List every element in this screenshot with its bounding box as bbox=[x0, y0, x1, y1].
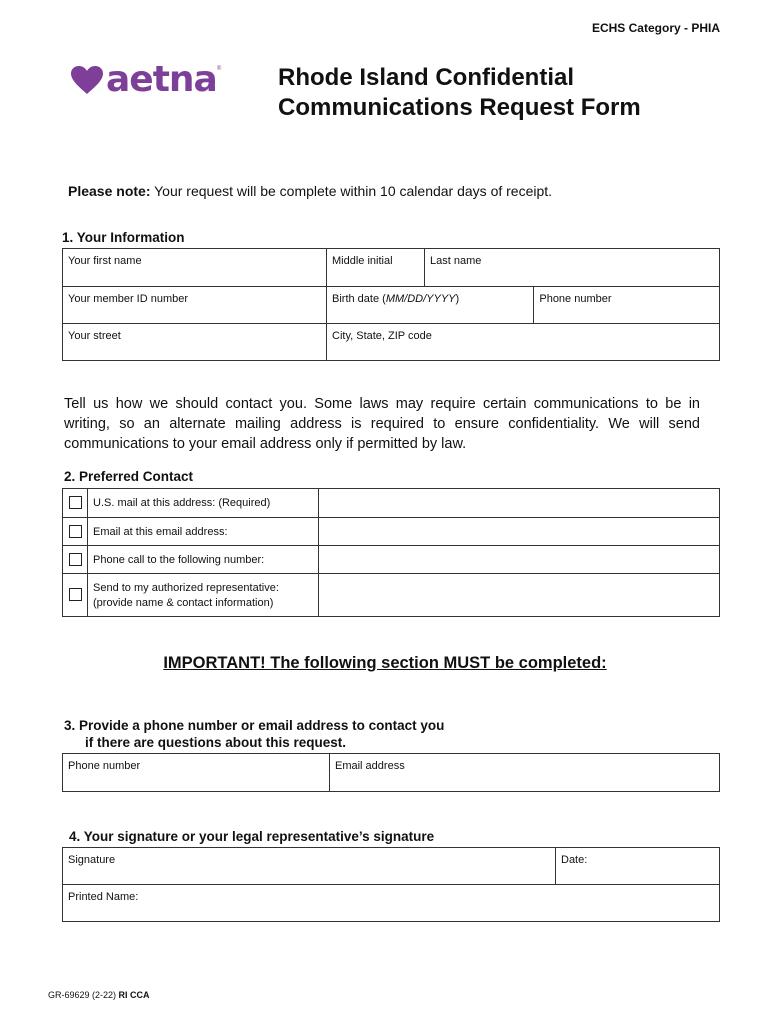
representative-info-field[interactable] bbox=[319, 574, 720, 617]
aetna-logo bbox=[70, 59, 222, 100]
email-checkbox[interactable] bbox=[69, 525, 82, 538]
note-label: Please note: bbox=[68, 183, 151, 199]
last-name-label: Last name bbox=[430, 255, 482, 267]
signature-table bbox=[62, 847, 720, 922]
logo-wordmark: aetna bbox=[106, 59, 217, 100]
representative-sublabel: (provide name & contact information) bbox=[93, 597, 274, 609]
us-mail-checkbox-cell[interactable] bbox=[63, 489, 88, 518]
email-label-cell bbox=[88, 518, 319, 546]
city-state-zip-label: City, State, ZIP code bbox=[332, 330, 432, 342]
email-option-label: Email at this email address: bbox=[93, 526, 228, 538]
street-label: Your street bbox=[68, 330, 121, 342]
section-3-title-line-2: if there are questions about this request. bbox=[85, 735, 347, 750]
us-mail-label: U.S. mail at this address: (Required) bbox=[93, 497, 271, 509]
signature-label: Signature bbox=[68, 854, 116, 866]
birth-date-label: Birth date (MM/DD/YYYY) bbox=[332, 293, 460, 305]
signature-field[interactable] bbox=[63, 848, 556, 885]
email-checkbox-cell[interactable] bbox=[63, 518, 88, 546]
first-name-label: Your first name bbox=[68, 255, 142, 267]
phone-option-label: Phone call to the following number: bbox=[93, 554, 265, 566]
member-id-label: Your member ID number bbox=[68, 293, 189, 305]
section-4-title: 4. Your signature or your legal representative’s signature bbox=[69, 829, 435, 844]
page-title bbox=[278, 63, 698, 123]
email-address-field[interactable] bbox=[319, 518, 720, 546]
date-label: Date: bbox=[561, 854, 588, 866]
representative-label: Send to my authorized representative: bbox=[93, 582, 279, 594]
your-information-table bbox=[62, 248, 720, 361]
section-3-title bbox=[64, 717, 444, 751]
phone-checkbox[interactable] bbox=[69, 553, 82, 566]
representative-checkbox-cell[interactable] bbox=[63, 574, 88, 617]
question-email-label: Email address bbox=[335, 760, 405, 772]
important-heading: IMPORTANT! The following section MUST be completed: bbox=[163, 654, 607, 672]
city-state-zip-field[interactable] bbox=[327, 324, 720, 361]
representative-checkbox[interactable] bbox=[69, 588, 82, 601]
us-mail-label-cell bbox=[88, 489, 319, 518]
form-code bbox=[48, 990, 150, 1000]
printed-name-field[interactable] bbox=[63, 885, 720, 922]
contact-instructions: Tell us how we should contact you. Some laws may require certain communications to be in writing, so an alternate mailing address is required to ensure confidentiality. We will send communications to your email address only if permitted by law. bbox=[64, 396, 700, 452]
representative-label-cell bbox=[88, 574, 319, 617]
logo-trademark: ® bbox=[216, 66, 222, 72]
question-phone-label: Phone number bbox=[68, 760, 141, 772]
preferred-contact-table bbox=[62, 488, 720, 617]
note-text: Your request will be complete within 10 calendar days of receipt. bbox=[150, 183, 553, 199]
form-category: ECHS Category - PHIA bbox=[591, 21, 720, 35]
form-code-number: GR-69629 (2-22) bbox=[48, 990, 119, 1000]
phone-number-field[interactable] bbox=[534, 287, 720, 324]
question-email-field[interactable] bbox=[330, 754, 720, 792]
phone-number-entry-field[interactable] bbox=[319, 546, 720, 574]
printed-name-label: Printed Name: bbox=[68, 891, 139, 903]
member-id-field[interactable] bbox=[63, 287, 327, 324]
form-code-state: RI CCA bbox=[118, 990, 150, 1000]
phone-label-cell bbox=[88, 546, 319, 574]
date-field[interactable] bbox=[556, 848, 720, 885]
heart-icon bbox=[70, 65, 104, 95]
phone-number-label: Phone number bbox=[539, 293, 612, 305]
title-line-2: Communications Request Form bbox=[278, 94, 641, 121]
title-line-1: Rhode Island Confidential bbox=[278, 64, 575, 91]
last-name-field[interactable] bbox=[425, 249, 720, 287]
section-2-title: 2. Preferred Contact bbox=[64, 469, 194, 484]
phone-checkbox-cell[interactable] bbox=[63, 546, 88, 574]
us-mail-checkbox[interactable] bbox=[69, 496, 82, 509]
please-note bbox=[68, 183, 552, 199]
us-mail-address-field[interactable] bbox=[319, 489, 720, 518]
question-phone-field[interactable] bbox=[63, 754, 330, 792]
middle-initial-label: Middle initial bbox=[332, 255, 393, 267]
street-field[interactable] bbox=[63, 324, 327, 361]
birth-date-field[interactable] bbox=[327, 287, 534, 324]
middle-initial-field[interactable] bbox=[327, 249, 425, 287]
first-name-field[interactable] bbox=[63, 249, 327, 287]
section-3-title-line-1: 3. Provide a phone number or email address to contact you bbox=[64, 718, 445, 733]
contact-for-questions-table bbox=[62, 753, 720, 792]
section-1-title: 1. Your Information bbox=[62, 230, 185, 245]
